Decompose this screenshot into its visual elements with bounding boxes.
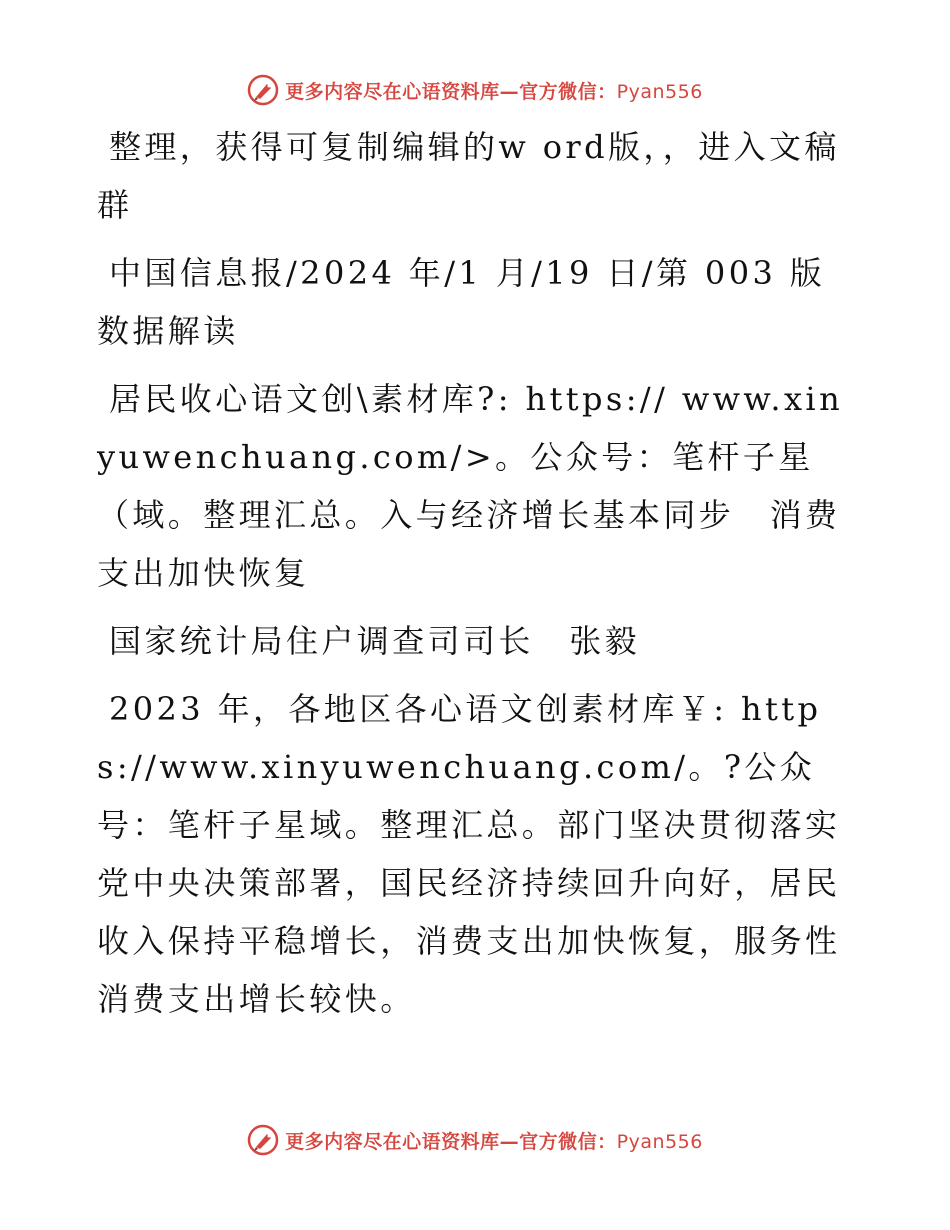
footer-brand-text: 更多内容尽在心语资料库—官方微信： [285,1130,617,1153]
header-brand-text: 更多内容尽在心语资料库—官方微信： [285,80,617,103]
paragraph-1 [97,118,857,234]
paragraph-5-text: 2023 年，各地区各心语文创素材库￥: https://www.xinyuwenchuang.com/。?公众号：笔杆子星域。整理汇总。部门坚决贯彻落实党中央决策部署，国民经济持续回升向好，居民收入保持平稳增长，消费支出加快恢复，服务性消费支出增长较快。 [97,690,841,1018]
paragraph-3 [97,370,857,602]
pen-nib-logo-icon [247,1124,279,1156]
footer-banner-text [285,1127,703,1154]
paragraph-3-text: 居民收心语文创\素材库?: https:// www.xinyuwenchuang.com/>。公众号：笔杆子星（域。整理汇总。入与经济增长基本同步 消费支出加快恢复 [97,380,844,592]
footer-wechat-id: Pyan556 [616,1130,703,1153]
paragraph-4 [97,612,857,670]
pen-nib-logo-icon [247,74,279,106]
header-wechat-id: Pyan556 [616,80,703,103]
document-body [97,118,857,1030]
paragraph-1-text: 整理，获得可复制编辑的w ord版，，进入文稿群 [97,128,840,224]
paragraph-2-text: 中国信息报/2024 年/1 月/19 日/第 003 版数据解读 [97,254,826,350]
header-banner-text [285,77,703,104]
header-banner [0,70,950,110]
paragraph-4-text: 国家统计局住户调查司司长 张毅 [109,622,641,660]
paragraph-5 [97,680,857,1028]
footer-banner [0,1120,950,1160]
paragraph-2 [97,244,857,360]
